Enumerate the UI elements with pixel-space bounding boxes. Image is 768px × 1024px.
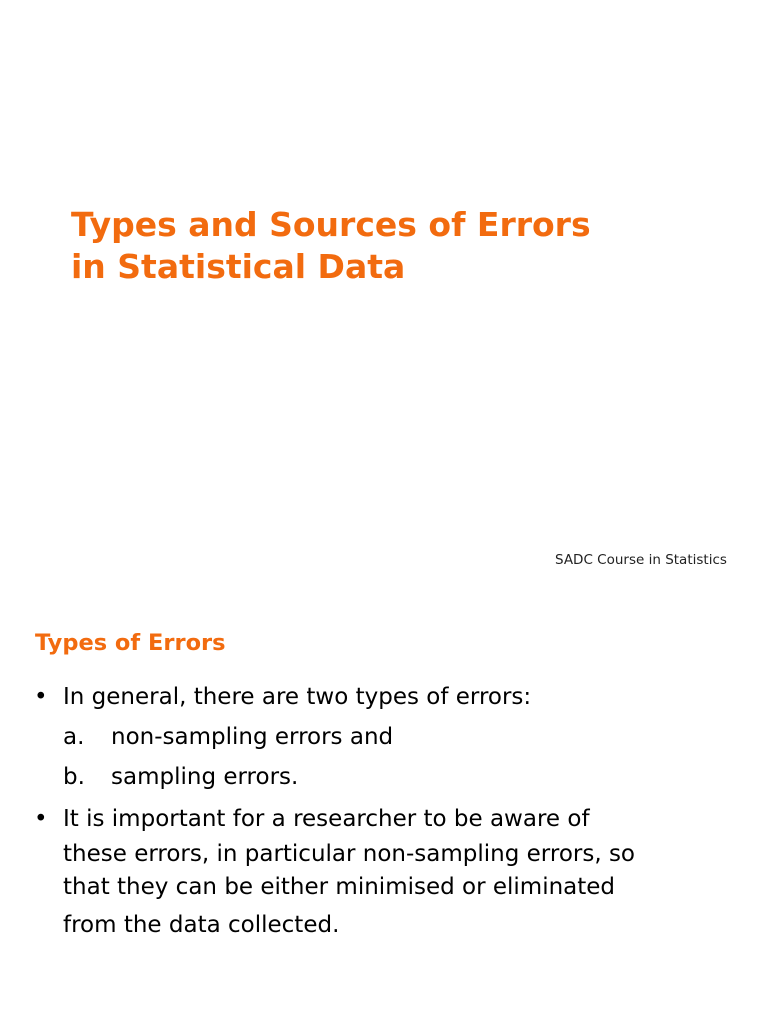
bullet-text-line: from the data collected. <box>63 912 340 938</box>
slide-title-line-2: in Statistical Data <box>71 247 406 286</box>
bullet-text-line: that they can be either minimised or eliminated <box>63 874 616 900</box>
bullet-text-line: these errors, in particular non-sampling errors, so <box>63 841 636 867</box>
course-label: SADC Course in Statistics <box>555 552 727 568</box>
sub-list-item <box>63 722 393 752</box>
sub-list-text: non-sampling errors and <box>111 724 394 750</box>
bullet-dot: • <box>34 806 48 832</box>
bullet-text: In general, there are two types of errors: <box>63 684 532 710</box>
bullet-text-line: It is important for a researcher to be aware of <box>63 806 590 832</box>
sub-list-marker: b. <box>63 764 85 790</box>
content-slide <box>0 596 768 1024</box>
sub-list-marker: a. <box>63 724 85 750</box>
slide-title <box>71 204 591 288</box>
sub-list-text: sampling errors. <box>111 764 299 790</box>
section-heading: Types of Errors <box>35 630 226 656</box>
slide-title-line-1: Types and Sources of Errors <box>71 205 591 244</box>
bullet-dot: • <box>34 684 48 710</box>
sub-list-item <box>63 762 298 792</box>
